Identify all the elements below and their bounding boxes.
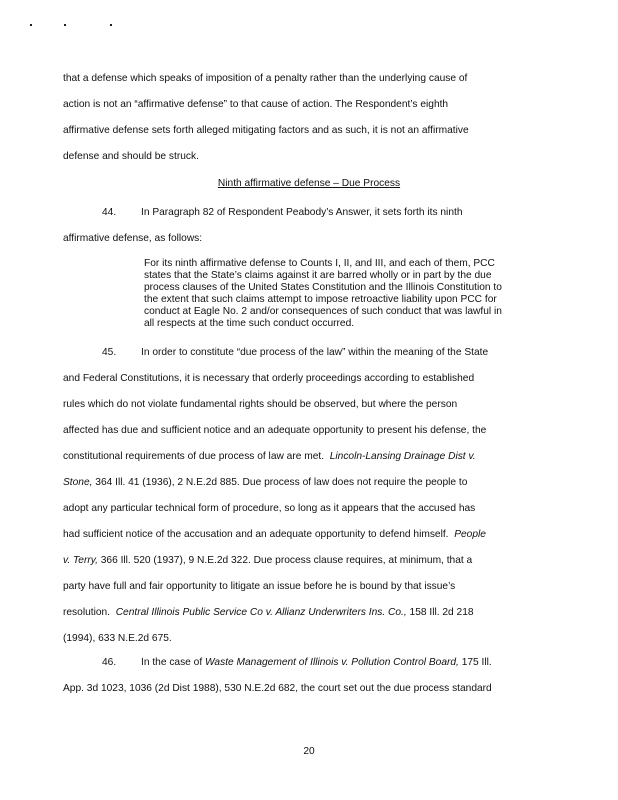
case-citation: v. Terry, bbox=[63, 555, 98, 566]
case-citation: Stone, bbox=[63, 477, 93, 488]
text-span: 364 Ill. 41 (1936), 2 N.E.2d 885. Due process of law does not require the people to bbox=[92, 477, 468, 488]
text-line bbox=[63, 650, 573, 676]
text-span: constitutional requirements of due process of law are met. bbox=[63, 451, 325, 462]
text-line: App. 3d 1023, 1036 (2d Dist 1988), 530 N.E.2d 682, the court set out the due process standard bbox=[63, 683, 492, 694]
text-line: (1994), 633 N.E.2d 675. bbox=[63, 633, 172, 644]
paragraph-46 bbox=[63, 650, 573, 702]
quote-line: For its ninth affirmative defense to Counts I, II, and III, and each of them, PCC bbox=[144, 258, 495, 269]
text-line bbox=[63, 548, 573, 574]
page-number: 20 bbox=[303, 746, 315, 757]
paragraph-number: 44. bbox=[102, 207, 117, 218]
case-citation: Lincoln-Lansing Drainage Dist v. bbox=[329, 451, 476, 462]
paragraph-number: 45. bbox=[102, 347, 117, 358]
text-span: 366 Ill. 520 (1937), 9 N.E.2d 322. Due process clause requires, at minimum, that a bbox=[97, 555, 473, 566]
text-line: party have full and fair opportunity to litigate an issue before he is bound by that issue’s bbox=[63, 581, 456, 592]
quote-line: the extent that such claims attempt to impose retroactive liability upon PCC for bbox=[144, 294, 497, 305]
scan-marks bbox=[0, 24, 130, 30]
scan-mark bbox=[110, 24, 112, 26]
text-line: action is not an “affirmative defense” to that cause of action. The Respondent’s eighth bbox=[63, 99, 449, 110]
text-line: and Federal Constitutions, it is necessary that orderly proceedings according to established bbox=[63, 373, 475, 384]
quote-line: process clauses of the United States Constitution and the Illinois Constitution to bbox=[144, 282, 502, 293]
quote-line: conduct at Eagle No. 2 and/or consequences of such conduct that was lawful in bbox=[144, 306, 502, 317]
text-span: In the case of bbox=[141, 657, 205, 668]
text-line: affirmative defense sets forth alleged mitigating factors and as such, it is not an affirmative bbox=[63, 125, 469, 136]
case-citation: Waste Management of Illinois v. Pollution Control Board, bbox=[205, 657, 459, 668]
text-line: affected has due and sufficient notice and an adequate opportunity to present his defense, the bbox=[63, 425, 487, 436]
text-line: affirmative defense, as follows: bbox=[63, 233, 203, 244]
section-heading bbox=[0, 178, 618, 189]
scan-mark bbox=[30, 24, 32, 26]
scan-mark bbox=[64, 24, 66, 26]
text-line bbox=[63, 340, 573, 366]
text-line: adopt any particular technical form of procedure, so long as it appears that the accused has bbox=[63, 503, 476, 514]
case-citation: People bbox=[454, 529, 486, 540]
text-span: In Paragraph 82 of Respondent Peabody’s Answer, it sets forth its ninth bbox=[141, 207, 463, 218]
text-line bbox=[63, 444, 573, 470]
text-span: 175 Ill. bbox=[458, 657, 492, 668]
paragraph-continuation bbox=[63, 66, 573, 170]
paragraph-44 bbox=[63, 200, 573, 252]
text-line: defense and should be struck. bbox=[63, 151, 199, 162]
text-line bbox=[63, 200, 573, 226]
text-span: In order to constitute “due process of the law” within the meaning of the State bbox=[141, 347, 489, 358]
quote-line: states that the State’s claims against it are barred wholly or in part by the due bbox=[144, 270, 492, 281]
text-span: 158 Ill. 2d 218 bbox=[406, 607, 474, 618]
text-line: that a defense which speaks of imposition of a penalty rather than the underlying cause of bbox=[63, 73, 468, 84]
text-span: had sufficient notice of the accusation and an adequate opportunity to defend himself. bbox=[63, 529, 449, 540]
paragraph-number: 46. bbox=[102, 657, 117, 668]
text-line: rules which do not violate fundamental rights should be observed, but where the person bbox=[63, 399, 458, 410]
case-citation: Central Illinois Public Service Co v. Allianz Underwriters Ins. Co., bbox=[115, 607, 407, 618]
text-line bbox=[63, 470, 573, 496]
text-span: resolution. bbox=[63, 607, 111, 618]
block-quote bbox=[144, 258, 544, 330]
paragraph-45 bbox=[63, 340, 573, 652]
text-line bbox=[63, 600, 573, 626]
quote-line: all respects at the time such conduct occurred. bbox=[144, 318, 355, 329]
text-line bbox=[63, 522, 573, 548]
section-heading-text: Ninth affirmative defense – Due Process bbox=[217, 178, 401, 189]
